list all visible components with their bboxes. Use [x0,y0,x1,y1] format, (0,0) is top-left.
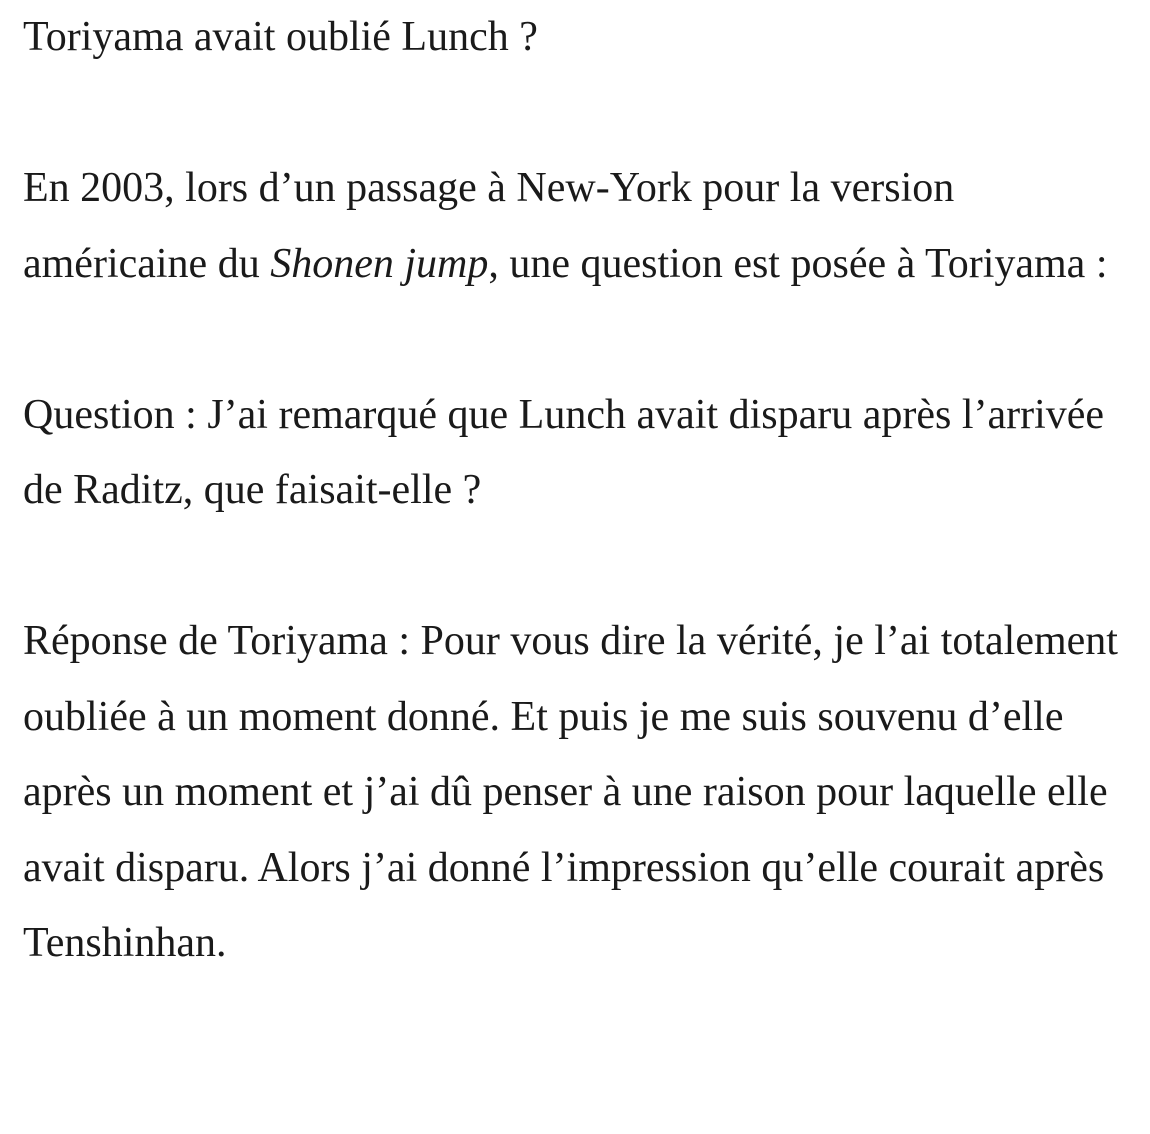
question-paragraph: Question : J’ai remarqué que Lunch avait disparu après l’arrivée de Raditz, que faisait-elle ? [23,391,1105,513]
paragraph-spacer [23,302,1123,378]
paragraph-spacer [23,76,1123,152]
paragraph-spacer [23,529,1123,605]
publication-name: Shonen jump [270,240,489,287]
intro-text-start: En 2003, lors d’un passage à New-York pour la version américaine du [23,165,955,287]
article-title: Toriyama avait oublié Lunch ? [23,14,538,60]
intro-text-end: , une question est posée à Toriyama : [488,240,1108,287]
article-body [23,0,1123,982]
intro-paragraph [23,151,1123,302]
answer-paragraph: Réponse de Toriyama : Pour vous dire la vérité, je l’ai totalement oubliée à un moment donné. Et puis je me suis souvenu d’elle après un moment et j’ai dû penser à une raison pour laquelle elle avait disparu. Alors j’ai donné l’impression qu’elle courait après Tenshinhan. [23,618,1118,966]
